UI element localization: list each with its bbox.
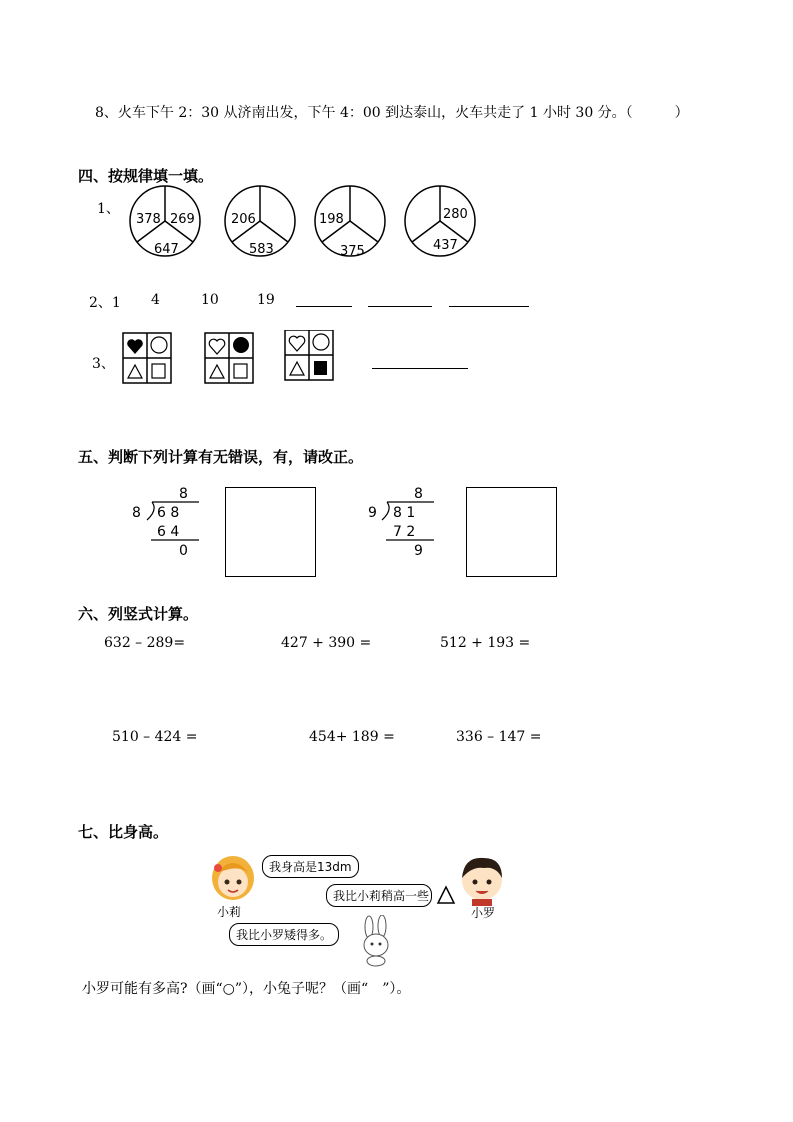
speech-bubble-girl bbox=[262, 855, 359, 878]
correction-box-1[interactable] bbox=[225, 487, 316, 577]
calc-problem: 454+ 189 = bbox=[309, 729, 395, 745]
remainder: 0 bbox=[179, 543, 188, 559]
answer-blank[interactable] bbox=[449, 306, 529, 307]
filled-square-icon bbox=[314, 361, 327, 375]
dividend: 8 1 bbox=[393, 505, 416, 521]
shape-grid-2 bbox=[205, 333, 253, 383]
calc-problem: 512 + 193 = bbox=[440, 635, 531, 651]
circle-2 bbox=[225, 186, 295, 257]
boy-illustration bbox=[456, 852, 508, 906]
circle-3-a: 198 bbox=[319, 212, 344, 227]
divisor: 8 bbox=[132, 505, 141, 521]
circle-2-a: 206 bbox=[231, 212, 256, 227]
shape-grid-1 bbox=[123, 333, 171, 383]
remainder: 9 bbox=[414, 543, 423, 559]
long-division-1 bbox=[125, 482, 215, 562]
calc-problem: 632 – 289= bbox=[104, 635, 186, 651]
product: 7 2 bbox=[393, 524, 416, 540]
question-8: 8、火车下午 2：30 从济南出发，下午 4：00 到达泰山，火车共走了 1 小时 30 分。（ ） bbox=[95, 105, 689, 121]
circle-1 bbox=[130, 186, 200, 257]
quotient: 8 bbox=[414, 486, 423, 502]
pattern-3-label: 3、 bbox=[92, 356, 115, 372]
speech-bubble-rabbit bbox=[229, 923, 339, 946]
pattern-2-num: 19 bbox=[257, 292, 275, 308]
circle-4-c: 437 bbox=[433, 238, 458, 253]
circle-1-c: 647 bbox=[154, 242, 179, 257]
pattern-2-label: 2、1 bbox=[89, 295, 121, 311]
square-icon bbox=[234, 364, 247, 378]
shape-grids bbox=[120, 330, 340, 388]
boy-name: 小罗 bbox=[471, 906, 496, 920]
bubble-text: 我身高是13dm bbox=[269, 860, 352, 874]
section-4-title: 四、按规律填一填。 bbox=[78, 167, 214, 185]
triangle-icon bbox=[128, 365, 142, 378]
rabbit-illustration bbox=[355, 915, 397, 967]
shape-grid-3 bbox=[285, 330, 333, 380]
circle-icon bbox=[151, 337, 167, 353]
triangle-icon bbox=[210, 365, 224, 378]
circle-4 bbox=[405, 186, 475, 256]
pattern-circles bbox=[120, 185, 500, 265]
bubble-text: 我比小莉稍高一些 bbox=[333, 889, 430, 903]
circle-2-c: 583 bbox=[249, 242, 274, 257]
section-7-title: 七、比身高。 bbox=[78, 823, 169, 841]
heart-icon bbox=[289, 336, 305, 351]
product: 6 4 bbox=[157, 524, 180, 540]
circle-3-c: 375 bbox=[340, 244, 365, 259]
correction-box-2[interactable] bbox=[466, 487, 557, 577]
section-6-title: 六、列竖式计算。 bbox=[78, 605, 199, 623]
pattern-2-num: 4 bbox=[151, 292, 160, 308]
section-7-question: 小罗可能有多高?（画“○”），小兔子呢？（画“ ”）。 bbox=[82, 981, 411, 997]
answer-blank[interactable] bbox=[372, 368, 468, 369]
bubble-text: 我比小罗矮得多。 bbox=[236, 928, 333, 942]
long-division-2 bbox=[362, 482, 452, 562]
section-5-title: 五、判断下列计算有无错误，有，请改正。 bbox=[78, 448, 364, 466]
pattern-1-label: 1、 bbox=[97, 201, 120, 217]
circle-4-b: 280 bbox=[443, 207, 468, 222]
circle-1-a: 378 bbox=[136, 212, 161, 227]
circle-3 bbox=[315, 186, 385, 259]
filled-circle-icon bbox=[233, 337, 249, 353]
girl-name: 小莉 bbox=[217, 905, 242, 919]
triangle-icon bbox=[290, 362, 304, 375]
square-icon bbox=[152, 364, 165, 378]
answer-blank[interactable] bbox=[296, 306, 352, 307]
heart-icon bbox=[209, 339, 225, 354]
calc-problem: 427 + 390 = bbox=[281, 635, 372, 651]
circle-icon bbox=[313, 334, 329, 350]
speech-bubble-boy bbox=[326, 884, 432, 907]
filled-heart-icon bbox=[127, 339, 143, 354]
girl-illustration bbox=[208, 852, 258, 908]
quotient: 8 bbox=[179, 486, 188, 502]
triangle-icon bbox=[436, 885, 456, 905]
pattern-2-num: 10 bbox=[201, 292, 219, 308]
answer-blank[interactable] bbox=[368, 306, 432, 307]
dividend: 6 8 bbox=[157, 505, 180, 521]
circle-1-b: 269 bbox=[170, 212, 195, 227]
calc-problem: 336 – 147 = bbox=[456, 729, 542, 745]
calc-problem: 510 – 424 = bbox=[112, 729, 198, 745]
divisor: 9 bbox=[368, 505, 377, 521]
